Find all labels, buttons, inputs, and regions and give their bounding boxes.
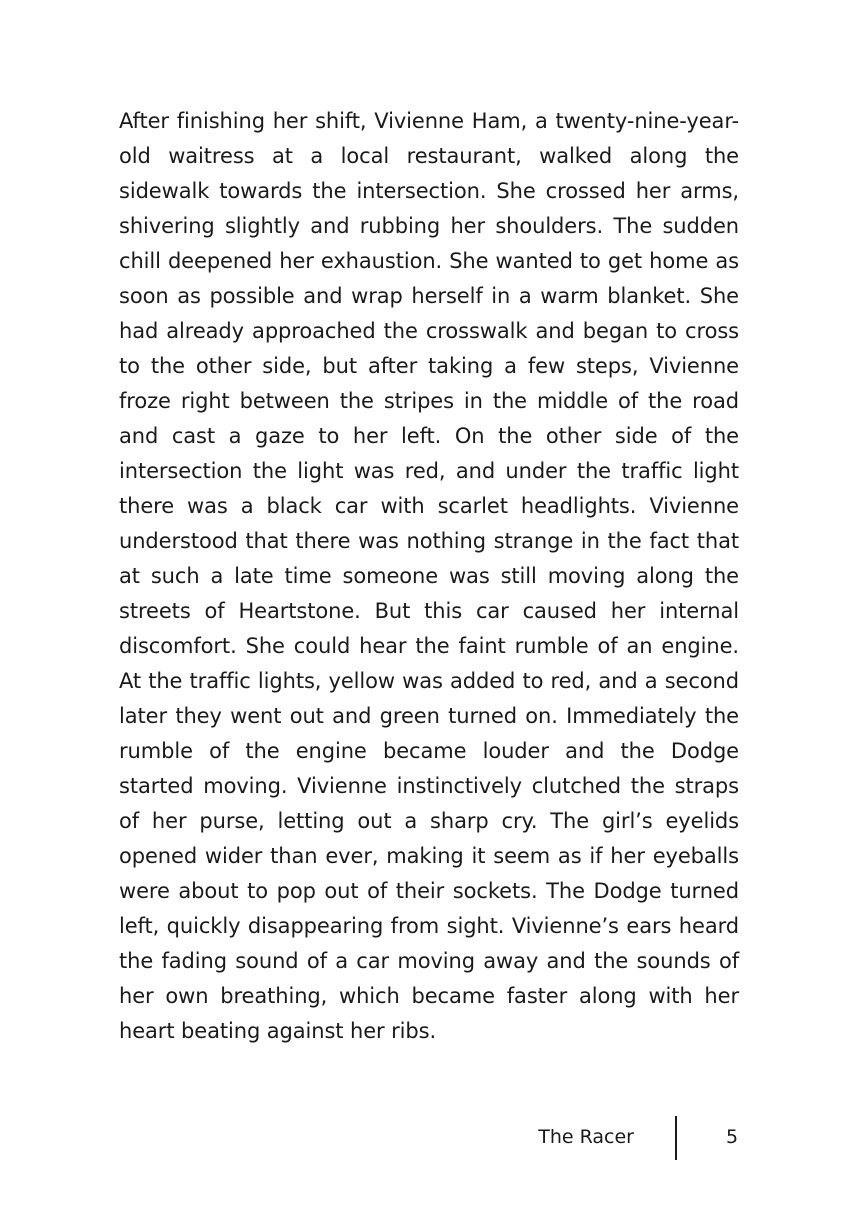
running-title: The Racer xyxy=(538,1126,634,1148)
footer-divider xyxy=(675,1116,677,1160)
page-number: 5 xyxy=(726,1126,739,1148)
body-paragraph: After finishing her shift, Vivienne Ham, a twenty-nine-year-old waitress at a local restaurant, walked along the sidewalk towards the intersection. She crossed her arms, shivering slightly and rubbing her shoulders. The sudden chill deepened her exhaustion. She wanted to get home as soon as possible and wrap herself in a warm blanket. She had already approached the crosswalk and began to cross to the other side, but after taking a few steps, Vivienne froze right between the stripes in the middle of the road and cast a gaze to her left. On the other side of the intersection the light was red, and under the traffic light there was a black car with scarlet headlights. Vivienne understood that there was nothing strange in the fact that at such a late time someone was still moving along the streets of Heartstone. But this car caused her internal discomfort. She could hear the faint rumble of an engine. At the traffic lights, yellow was added to red, and a second later they went out and green turned on. Immediately the rumble of the engine became louder and the Dodge started moving. Vivienne instinctively clutched the straps of her purse, letting out a sharp cry. The girl’s eyelids opened wider than ever, making it seem as if her eyeballs were about to pop out of their sockets. The Dodge turned left, quickly disappearing from sight. Vivienne’s ears heard the fading sound of a car moving away and the sounds of her own breathing, which became faster along with her heart beating against her ribs. xyxy=(119,109,739,1043)
page-footer xyxy=(0,1116,856,1160)
